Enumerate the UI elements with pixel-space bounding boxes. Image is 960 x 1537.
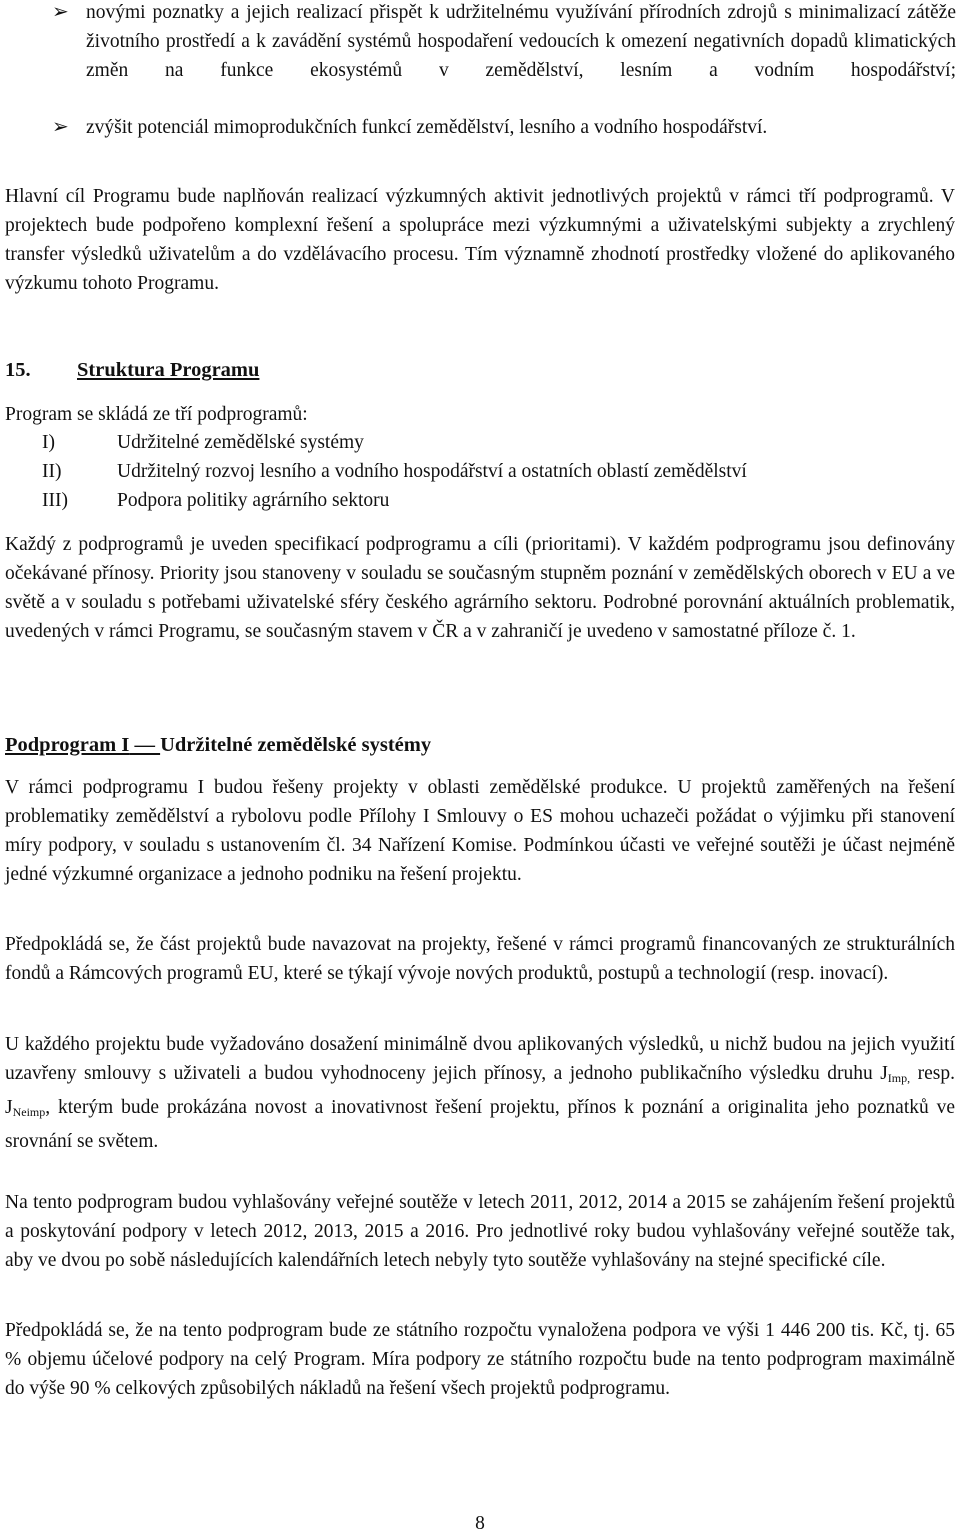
roman-numeral: I) — [42, 432, 55, 453]
arrow-bullet-icon: ➢ — [52, 1, 69, 23]
results-text-c: , kterým bude prokázána novost a inovativnost řešení projektu, přínos k poznání a originalita jeho poznatků ve srovnání se světem. — [5, 1097, 955, 1152]
section-number: 15. — [5, 359, 31, 381]
subprogram-list — [42, 428, 747, 515]
list-item — [42, 457, 747, 486]
results-sub-imp: Imp, — [887, 1071, 911, 1085]
paragraph-structural-funds: Předpokládá se, že část projektů bude navazovat na projekty, řešené v rámci programů financovaných ze strukturálních fondů a Rámcových programů EU, které se týkají vývoje nových produktů, postupů a technologií (resp. inovací). — [5, 934, 955, 984]
bullet-text: zvýšit potenciál mimoprodukčních funkcí zemědělství, lesního a vodního hospodářství. — [86, 117, 768, 138]
list-item — [42, 486, 747, 515]
list-item — [0, 0, 956, 114]
arrow-bullet-icon: ➢ — [52, 116, 69, 138]
subprogram-heading — [5, 731, 431, 760]
list-item — [42, 428, 747, 457]
subprogram-heading-prefix: Podprogram I — [5, 734, 130, 756]
section-heading — [5, 356, 259, 385]
subprogram-label: Udržitelný rozvoj lesního a vodního hospodářství a ostatních oblastí zemědělství — [117, 461, 747, 482]
subprogram-intro: Program se skládá ze tří podprogramů: — [5, 404, 308, 425]
paragraph-competitions: Na tento podprogram budou vyhlašovány veřejné soutěže v letech 2011, 2012, 2014 a 2015 se zahájením řešení projektů a poskytování podpory v letech 2012, 2013, 2015 a 2016. Pro jednotlivé roky budou vyhlašovány veřejné soutěže tak, aby ve dvou po sobě následujících kalendářních letech nebyly tyto soutěže vyhlašovány na stejné specifické cíle. — [5, 1192, 955, 1271]
paragraph-subprogram-scope: V rámci podprogramu I budou řešeny projekty v oblasti zemědělské produkce. U projektů zaměřených na řešení problematiky zemědělství a rybolovu podle Přílohy I Smlouvy o ES mohou uchazeči požádat o výjimku při stanovení míry podpory, v souladu s ustanovením čl. 34 Nařízení Komise. Podmínkou účasti ve veřejné soutěži je účast nejméně jedné výzkumné organizace a jednoho podniku na řešení projektu. — [5, 777, 955, 885]
results-text-b: resp. J — [5, 1063, 955, 1118]
results-text-a: U každého projektu bude vyžadováno dosažení minimálně dvou aplikovaných výsledků, u nichž budou na jejich využití uzavřeny smlouvy s uživateli a budou vyhodnoceny jejich přínosy, a jednoho publikačního výsledku druhu J — [5, 1034, 955, 1084]
page-number: 8 — [475, 1513, 485, 1534]
paragraph-main-goal: Hlavní cíl Programu bude naplňován realizací výzkumných aktivit jednotlivých projektů v rámci tří podprogramů. V projektech bude podpořeno komplexní řešení a spolupráce mezi výzkumnými a uživatelskými subjekty a zrychlený transfer výsledků uživatelům a do vzdělávacího procesu. Tím významně zhodnotí prostředky vložené do aplikovaného výzkumu tohoto Programu. — [5, 186, 955, 294]
subprogram-heading-title: Udržitelné zemědělské systémy — [160, 734, 432, 756]
list-item — [0, 113, 956, 142]
subprogram-label: Podpora politiky agrárního sektoru — [117, 490, 390, 511]
subprogram-label: Udržitelné zemědělské systémy — [117, 432, 364, 453]
paragraph-funding: Předpokládá se, že na tento podprogram bude ze státního rozpočtu vynaložena podpora ve výši 1 446 200 tis. Kč, tj. 65 % objemu účelové podpory na celý Program. Míra podpory ze státního rozpočtu bude na tento podprogram maximálně do výše 90 % celkových způsobilých nákladů na řešení všech projektů podprogramu. — [5, 1320, 955, 1399]
subprogram-heading-dash: — — [129, 734, 161, 756]
results-sub-neimp: Neimp — [12, 1105, 46, 1119]
section-title: Struktura Programu — [77, 359, 260, 381]
roman-numeral: II) — [42, 461, 62, 482]
paragraph-results — [5, 1030, 955, 1156]
bullet-text: novými poznatky a jejich realizací přispět k udržitelnému využívání přírodních zdrojů s minimalizací zátěže životního prostředí a k zavádění systémů hospodaření vedoucích k omezení negativních dopadů klimatických změn na funkce ekosystémů v zemědělství, lesním a vodním hospodářství; — [86, 2, 956, 81]
paragraph-subprogram-spec: Každý z podprogramů je uveden specifikací podprogramu a cíli (prioritami). V každém podprogramu jsou definovány očekávané přínosy. Priority jsou stanoveny v souladu se současným stupněm poznání v zemědělských oborech v EU a ve světě a v souladu s potřebami uživatelské sféry českého agrárního sektoru. Podrobné porovnání aktuálních problematik, uvedených v rámci Programu, se současným stavem v ČR a v zahraničí je uvedeno v samostatné příloze č. 1. — [5, 534, 955, 642]
roman-numeral: III) — [42, 490, 68, 511]
